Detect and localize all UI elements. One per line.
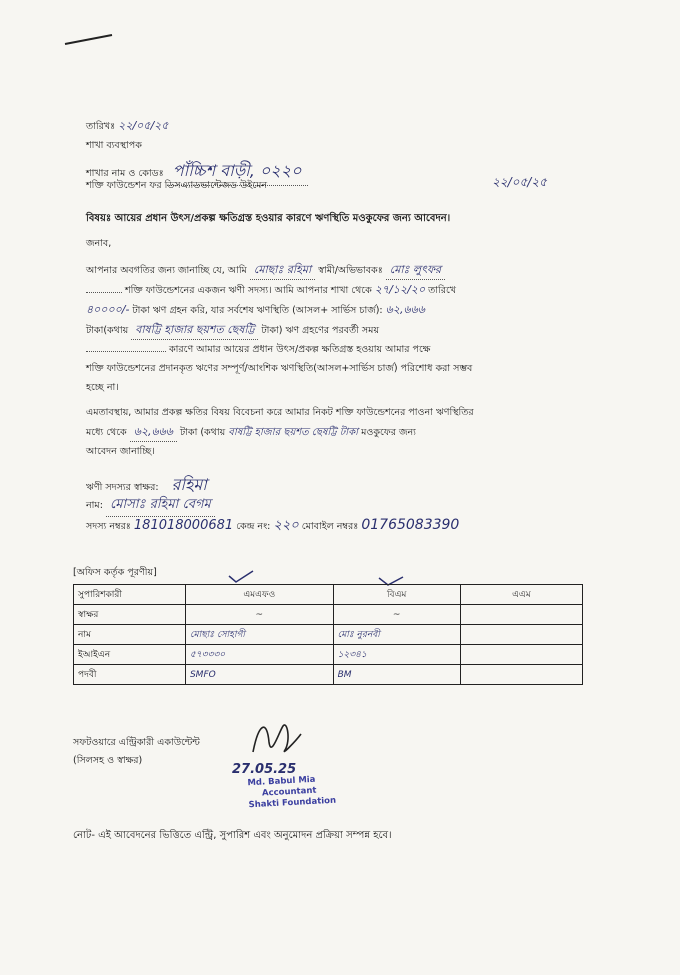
balance-in-words: বাষট্টি হাজার ছয়শত ছেষট্টি [131,320,258,340]
am-cell [460,625,582,645]
addressee-title: শাখা ব্যবস্থাপক [86,140,142,151]
seal-org: Shakti Foundation [248,795,337,811]
row-label: স্বাক্ষর [74,605,186,625]
subject-line: বিষয়ঃ আয়ের প্রধান উৎস/প্রকল্প ক্ষতিগ্রস্ত হওয়ার কারণে ঋণস্থিতি মওকুফের জন্য আবেদন। [86,213,451,224]
footer-note: নোট- এই আবেদনের ভিত্তিতে এন্ট্রি, সুপারিশ এবং অনুমোদন প্রক্রিয়া সম্পন্ন হবে। [73,830,392,841]
para2-line-1: এমতাবস্থায়, আমার প্রকল্প ক্ষতির বিষয় বিবেচনা করে আমার নিকট শক্তি ফাউন্ডেশনের পাওনা ঋণস্থিতির [86,407,474,418]
para2-text: টাকা (কথায় [180,427,226,438]
accountant-sign-date: 27.05.25 [232,762,297,777]
para1-line-7: হচ্ছে না। [86,382,119,393]
member-name-label: নাম: [86,500,103,511]
seal-name: Md. Babul Mia [247,774,316,789]
para1-line-2 [86,280,606,300]
am-cell [460,645,582,665]
office-header-row [74,585,583,605]
branch-value: পাঁচ্চিশ বাড়ী, ০২২০ [167,158,308,186]
accountant-signature [245,712,305,764]
mfo-signature: ~ [185,605,333,625]
guardian-name: মোঃ লুৎফর [386,260,445,280]
bm-name: মোঃ নুরনবী [333,625,460,645]
blank-dots [86,351,166,352]
member-number-line [86,516,459,537]
salutation: জনাব, [86,238,112,249]
member-signature-label: ঋণী সদস্যর স্বাক্ষর: [86,482,159,493]
applicant-name: মোছাঃ রহিমা [250,260,315,280]
mobile-number: 01765083390 [361,517,460,533]
para1-text: আপনার অবগতির জন্য জানাচ্ছি যে, আমি [86,265,247,276]
mfo-designation: SMFO [185,665,333,685]
mobile-label: মোবাইল নম্বরঃ [301,521,359,532]
date-line [86,117,168,136]
office-header-cell: সুপারিশকারী [74,585,186,605]
balance-amount: ৬২,৬৬৬ [385,303,425,316]
member-name-line [86,495,215,517]
para1-text: কারণে আমার আয়ের প্রধান উৎস/প্রকল্প ক্ষতিগ্রস্ত হওয়ায় আমার পক্ষে [169,344,431,355]
office-header-cell: এমএফও [185,585,333,605]
para2-line-3: আবেদন জানাচ্ছি। [86,446,155,457]
am-cell [460,605,582,625]
para1-text: টাকা) ঋণ গ্রহণের পরবর্তী সময় [261,325,380,336]
am-cell [460,665,582,685]
para1-line-1 [86,260,606,280]
bm-signature: ~ [333,605,460,625]
row-label: নাম [74,625,186,645]
para2-line-2 [86,422,606,442]
mfo-name: মোছাঃ সোহাগী [185,625,333,645]
body-paragraph-1 [86,260,606,397]
para1-text: টাকা ঋণ গ্রহন করি, যার সর্বশেষ ঋণস্থিতি (আসল+ সার্ভিস চার্জ): [132,305,383,316]
tick-mark [226,568,256,584]
bm-ein: ১২৩৪১ [333,645,460,665]
accountant-seal [247,774,336,812]
body-paragraph-2 [86,403,606,461]
blank-dots [86,292,122,293]
para1-line-3 [86,300,606,320]
accountant-label: সফটওয়ারে এন্ট্রিকারী একাউন্টেন্ট [73,737,200,748]
para2-text: মওকুফের জন্য [361,427,416,438]
center-label: কেন্দ্র নং: [236,521,271,532]
table-row [74,665,583,685]
branch-label: শাখার নাম ও কোডঃ [86,168,164,179]
para1-line-6: শক্তি ফাউন্ডেশনের প্রদানকৃত ঋণের সম্পূর্ণ/আংশিক ঋণস্থিতি(আসল+সার্ভিস চার্জ) পরিশোধ করা সম্ভব [86,363,473,374]
waiver-in-words: বাষট্টি হাজার ছয়শত ছেষট্টি টাকা [228,427,359,438]
member-signature: রহিমা [171,475,207,494]
seal-title: Accountant [261,785,317,799]
date-value: ২২/০৫/২৫ [118,119,169,132]
date-label: তারিখঃ [86,121,116,132]
table-row [74,605,583,625]
member-number-label: সদস্য নম্বরঃ [86,521,131,532]
office-header-cell: এএম [460,585,582,605]
mfo-ein: ৫৭৩৩৩০ [185,645,333,665]
guardian-label: স্বামী/অভিভাবকঃ [318,265,383,276]
side-date: ২২/০৫/২৫ [492,175,547,189]
org-line: শক্তি ফাউন্ডেশন ফর ডিসএ্যাডভান্টেজড উইমেন [86,180,268,191]
para1-line-5 [86,340,606,359]
para1-text: টাকা(কথায় [86,325,129,336]
pen-mark [60,30,120,50]
member-name: মোসাঃ রহিমা বেগম [106,495,215,517]
office-header-cell: বিএম [333,585,460,605]
para1-text: তারিখে [428,285,457,296]
table-row [74,645,583,665]
bm-designation: BM [333,665,460,685]
loan-amount: ৪০০০০/- [86,303,130,316]
accountant-sublabel: (সিলসহ ও স্বাক্ষর) [73,755,143,766]
para1-text: শক্তি ফাউন্ডেশনের একজন ঋণী সদস্য। আমি আপনার শাখা থেকে [125,285,372,296]
member-number: 181018000681 [133,518,234,533]
office-table [73,584,583,685]
loan-date: ২৭/১২/২০ [374,283,426,296]
para1-line-4 [86,320,606,340]
row-label: ইআইএন [74,645,186,665]
waiver-amount: ৬২,৬৬৬ [130,422,177,442]
table-row [74,625,583,645]
row-label: পদবী [74,665,186,685]
para2-text: মধ্যে থেকে [86,427,127,438]
office-caption: [অফিস কর্তৃক পূরণীয়] [73,567,157,578]
center-number: ২২০ [273,518,299,533]
